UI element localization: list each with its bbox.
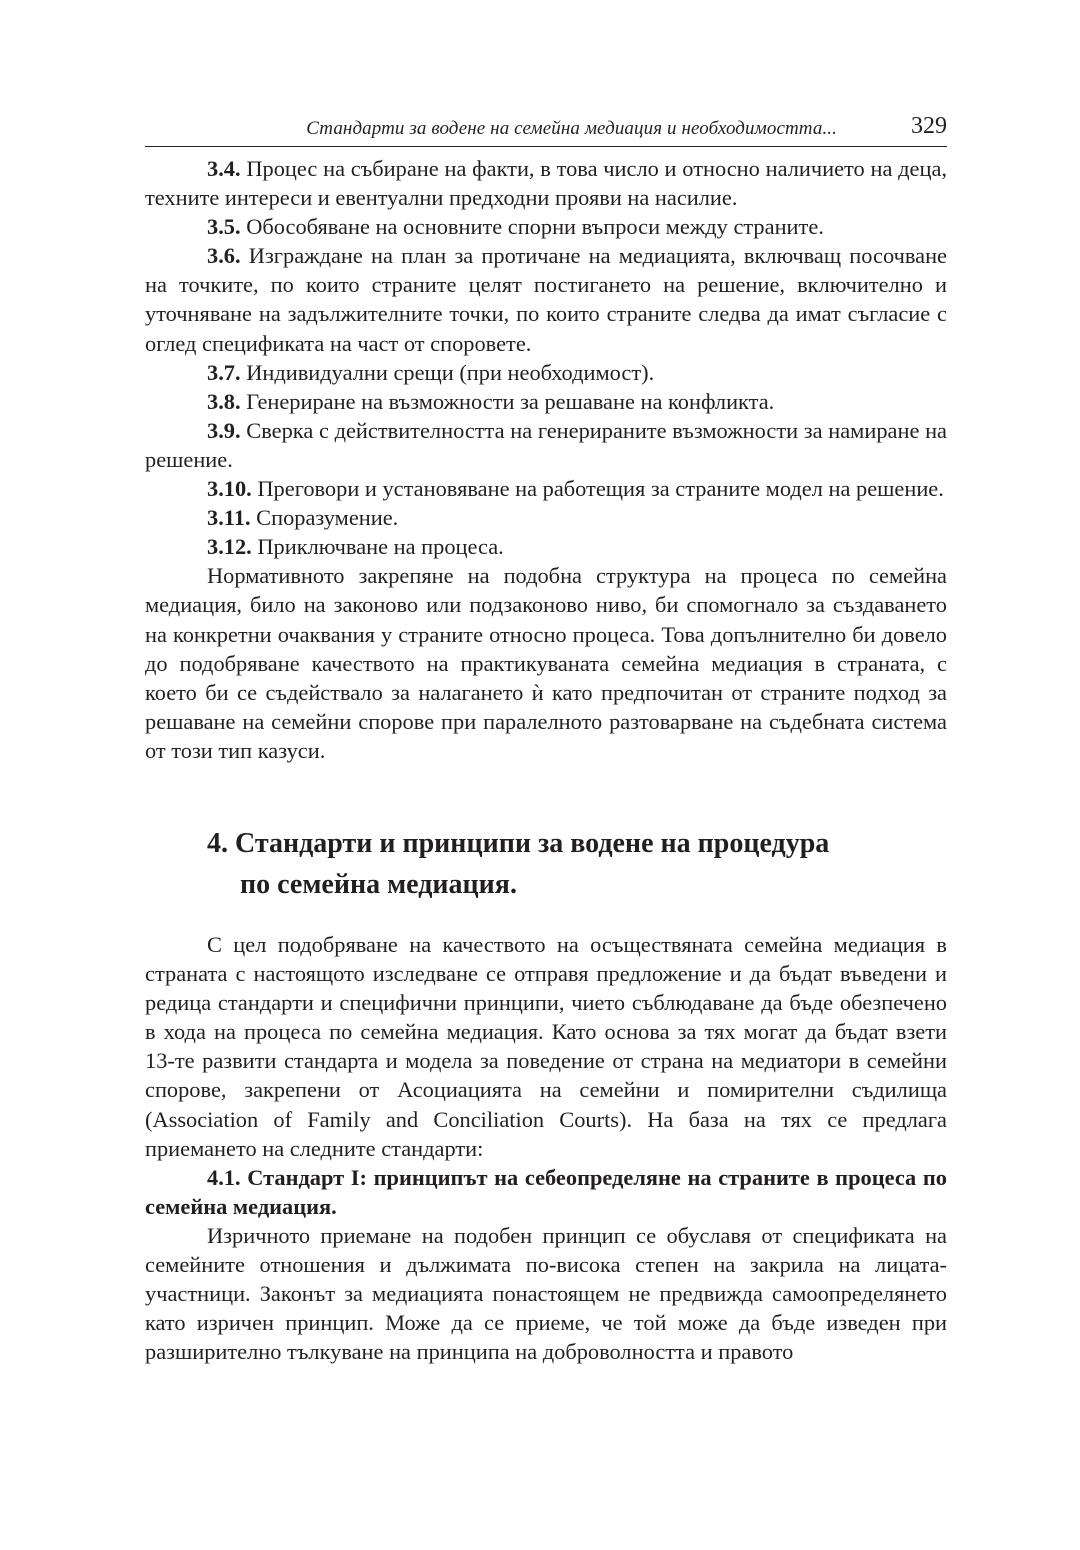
document-body (145, 154, 947, 1366)
item-text: Споразумение. (256, 505, 399, 531)
list-item-3-8 (145, 387, 947, 416)
list-item-3-4 (145, 154, 947, 212)
item-text: Преговори и установяване на работещия за страните модел на решение. (257, 476, 944, 502)
item-number: 3.6. (207, 243, 241, 269)
section-heading-line2: по семейна медиация. (240, 868, 517, 900)
paragraph-normative: Нормативното закрепяне на подобна структура на процеса по семейна медиация, било на законово или подзаконово ниво, би спомогнало за създаването на конкретни очаквания у страните относно процеса. Това допълнително би довело до подобряване качеството на практикуваната семейна медиация в страната, с което би се съдействало за налагането ѝ като предпочитан от страните подход за решаване на семейни спорове при паралелното разтоварване на съдебната система от този тип казуси. (145, 563, 947, 763)
list-item-3-10 (145, 474, 947, 503)
subsection-heading: 4.1. Стандарт I: принципът на себеопределяне на страните в процеса по семейна медиация. (145, 1164, 947, 1219)
page-number: 329 (911, 113, 947, 139)
item-number: 3.12. (207, 534, 252, 560)
list-item-3-12 (145, 532, 947, 561)
item-text: Индивидуални срещи (при необходимост). (246, 359, 655, 385)
list-item-3-9 (145, 416, 947, 474)
item-text: Сверка с действителността на генерираните възможности за намиране на решение. (145, 417, 947, 472)
list-item-3-7 (145, 358, 947, 387)
item-text: Обособяване на основните спорни въпроси между страните. (246, 214, 824, 240)
item-number: 3.5. (207, 214, 241, 240)
item-number: 3.7. (207, 359, 241, 385)
running-title: Стандарти за водене на семейна медиация и необходимостта... (306, 118, 837, 139)
item-text: Генериране на възможности за решаване на конфликта. (246, 388, 775, 414)
list-item-3-5 (145, 212, 947, 241)
paragraph-self-determination: Изричното приемане на подобен принцип се обуславя от спецификата на семейните отношения и дължимата по-висока степен на закрила на лицата-участници. Законът за медиацията понастоящем не предвижда самоопределянето като изричен принцип. Може да се приеме, че той може да бъде изведен при разширително тълкуване на принципа на доброволността и правото (145, 1222, 947, 1365)
section-heading (145, 823, 947, 905)
item-text: Приключване на процеса. (257, 534, 504, 560)
item-number: 3.9. (207, 417, 241, 443)
item-number: 3.4. (207, 156, 241, 181)
item-number: 3.11. (207, 505, 251, 531)
running-header (145, 114, 947, 147)
item-text: Процес на събиране на факти, в това число и относно наличието на деца, техните интереси и евентуални предходни прояви на насилие. (145, 156, 947, 211)
paragraph-standards-intro: С цел подобряване на качеството на осъществяната семейна медиация в страната с настоящото изследване се отправя предложение и да бъдат въведени и редица стандарти и специфични принципи, чието съблюдаване да бъде обезпечено в хода на процеса по семейна медиация. Като основа за тях могат да бъдат взети 13-те развити стандарта и модела за поведение от страна на медиатори в семейни спорове, закрепени от Асоциацията на семейни и помирителни съдилища (Association of Family and Conciliation Courts). На база на тях се предлага приемането на следните стандарти: (145, 931, 947, 1161)
item-text: Изграждане на план за протичане на медиацията, включващ посочване на точките, по които страните целят постигането на решение, включително и уточняване на задължителните точки, по които страните следва да имат съгласие с оглед спецификата на част от споровете. (145, 243, 947, 356)
list-item-3-6 (145, 241, 947, 357)
list-item-3-11 (145, 503, 947, 532)
item-number: 3.10. (207, 476, 252, 502)
item-number: 3.8. (207, 388, 241, 414)
section-heading-line1: 4. Стандарти и принципи за водене на процедура (207, 827, 830, 859)
